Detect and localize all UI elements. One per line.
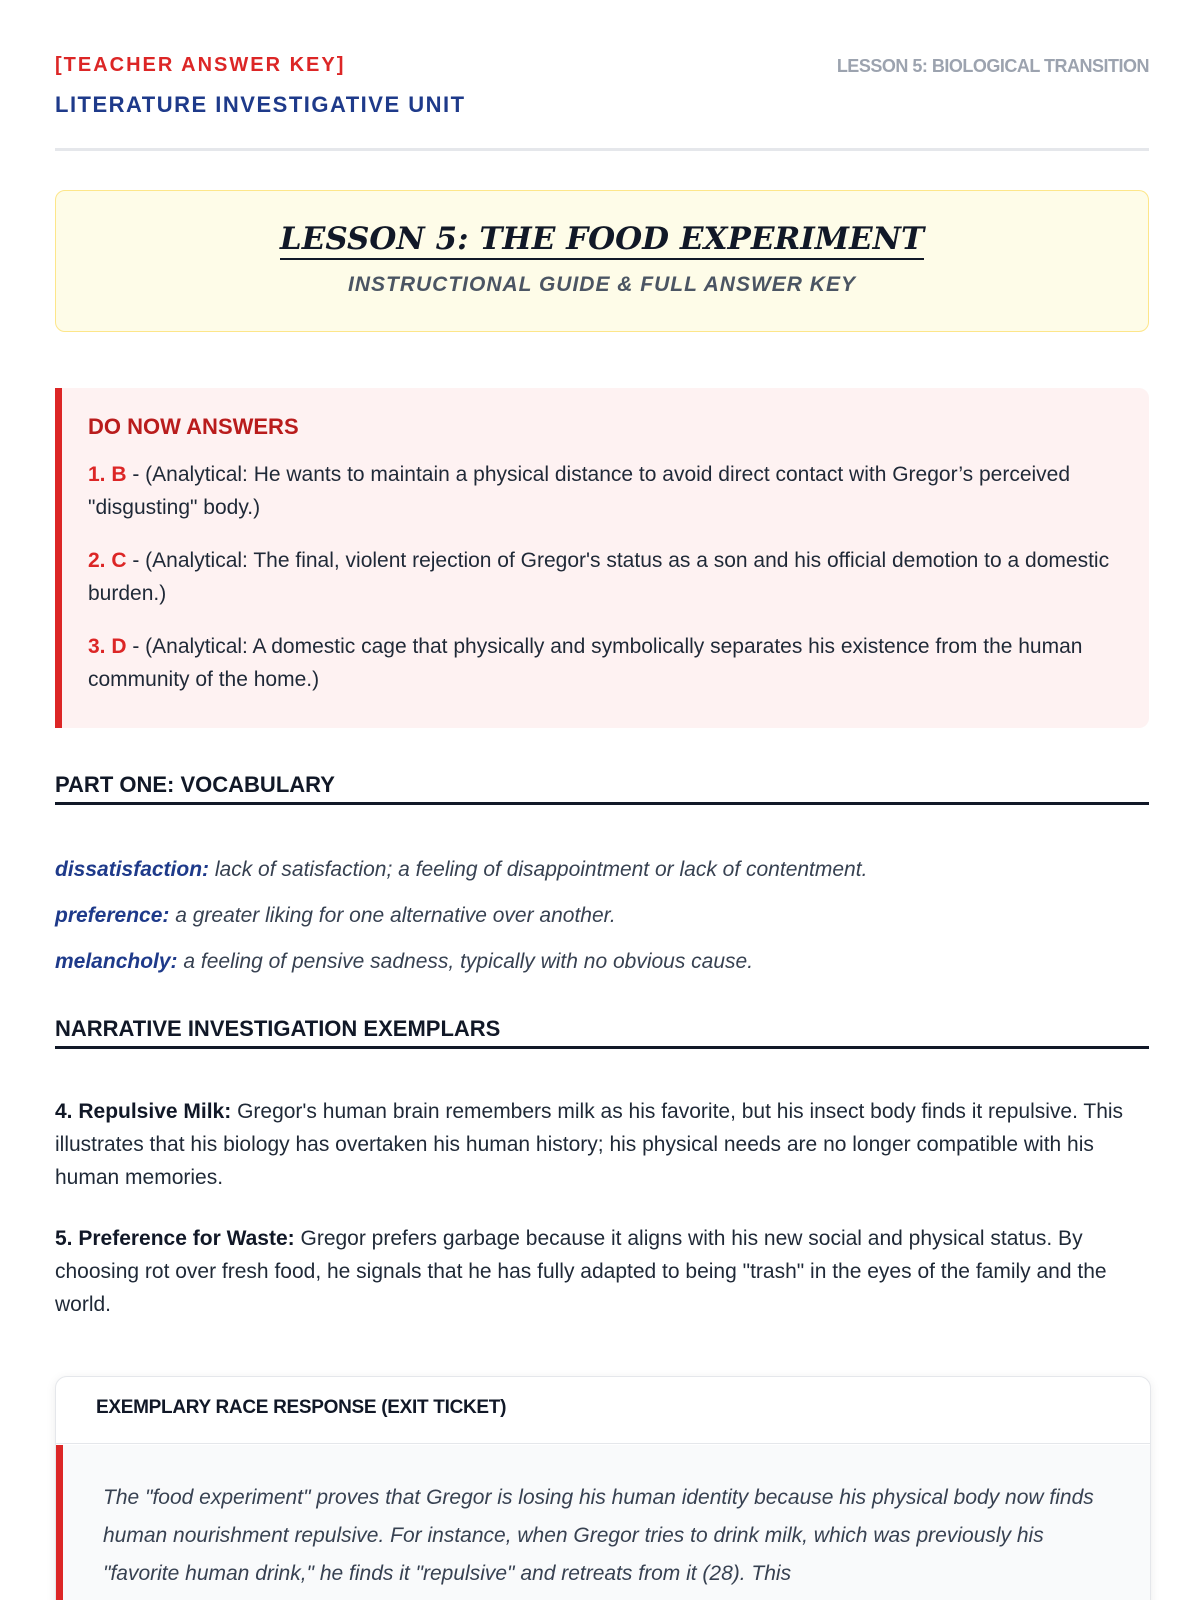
lesson-title-box bbox=[55, 190, 1149, 332]
race-response-text: The "food experiment" proves that Gregor is losing his human identity because his physical body now finds human nourishment repulsive. For instance, when Gregor tries to drink milk, which was previously his "favorite human drink," he finds it "repulsive" and retreats from it (28). This bbox=[103, 1486, 1094, 1585]
vocabulary-item bbox=[55, 855, 1149, 885]
vocabulary-definition: a greater liking for one alternative over another. bbox=[169, 904, 616, 927]
exemplar-text: Gregor's human brain remembers milk as his favorite, but his insect body finds it repulsive. This illustrates that his biology has overtaken his human history; his physical needs are no longer compatible with his human memories. bbox=[55, 1100, 1124, 1189]
exemplar-label: 4. Repulsive Milk: bbox=[55, 1100, 232, 1123]
lesson-reference: LESSON 5: BIOLOGICAL TRANSITION bbox=[836, 56, 1149, 76]
answer-key-tag: [TEACHER ANSWER KEY] bbox=[55, 54, 346, 76]
vocabulary-term: preference: bbox=[55, 904, 170, 927]
lesson-title-text: LESSON 5: THE FOOD EXPERIMENT bbox=[280, 221, 924, 260]
exemplars-heading: NARRATIVE INVESTIGATION EXEMPLARS bbox=[55, 1016, 1149, 1049]
exemplar-item bbox=[55, 1222, 1149, 1321]
lesson-subtitle: INSTRUCTIONAL GUIDE & FULL ANSWER KEY bbox=[348, 273, 856, 296]
vocabulary-heading: PART ONE: VOCABULARY bbox=[55, 772, 1149, 805]
vocabulary-term: dissatisfaction: bbox=[55, 858, 210, 881]
do-now-answer-text: - (Analytical: A domestic cage that physically and symbolically separates his existence from the human community of the home.) bbox=[88, 635, 1083, 691]
do-now-answer-text: - (Analytical: The final, violent rejection of Gregor's status as a son and his official demotion to a domestic burden.) bbox=[88, 549, 1110, 605]
do-now-heading: DO NOW ANSWERS bbox=[88, 414, 299, 439]
race-response-body bbox=[56, 1445, 1150, 1600]
do-now-answer-item bbox=[88, 458, 1123, 524]
unit-title: LITERATURE INVESTIGATIVE UNIT bbox=[55, 92, 466, 117]
do-now-answer-letter: 2. C bbox=[88, 549, 127, 572]
vocabulary-list bbox=[55, 855, 1149, 993]
exemplar-item bbox=[55, 1095, 1149, 1194]
lesson-title bbox=[56, 221, 1148, 257]
exemplar-text: Gregor prefers garbage because it aligns with his new social and physical status. By choosing rot over fresh food, he signals that he has fully adapted to being "trash" in the eyes of the family and the world. bbox=[55, 1227, 1107, 1316]
do-now-answer-item bbox=[88, 544, 1123, 610]
do-now-answer-item bbox=[88, 630, 1123, 696]
race-response-card bbox=[55, 1376, 1151, 1600]
do-now-answer-letter: 3. D bbox=[88, 635, 127, 658]
vocabulary-definition: lack of satisfaction; a feeling of disappointment or lack of contentment. bbox=[209, 858, 868, 881]
exemplars-list bbox=[55, 1095, 1149, 1349]
do-now-answers-box bbox=[55, 388, 1149, 728]
document-header bbox=[55, 50, 1149, 151]
vocabulary-definition: a feeling of pensive sadness, typically with no obvious cause. bbox=[177, 950, 754, 973]
do-now-answer-letter: 1. B bbox=[88, 463, 127, 486]
exemplar-label: 5. Preference for Waste: bbox=[55, 1227, 295, 1250]
race-response-heading: EXEMPLARY RACE RESPONSE (EXIT TICKET) bbox=[56, 1377, 1150, 1444]
do-now-answer-text: - (Analytical: He wants to maintain a physical distance to avoid direct contact with Gregor’s perceived "disgusting" body.) bbox=[88, 463, 1071, 519]
document-content bbox=[55, 50, 1149, 1585]
vocabulary-term: melancholy: bbox=[55, 950, 178, 973]
vocabulary-item bbox=[55, 947, 1149, 977]
vocabulary-item bbox=[55, 901, 1149, 931]
